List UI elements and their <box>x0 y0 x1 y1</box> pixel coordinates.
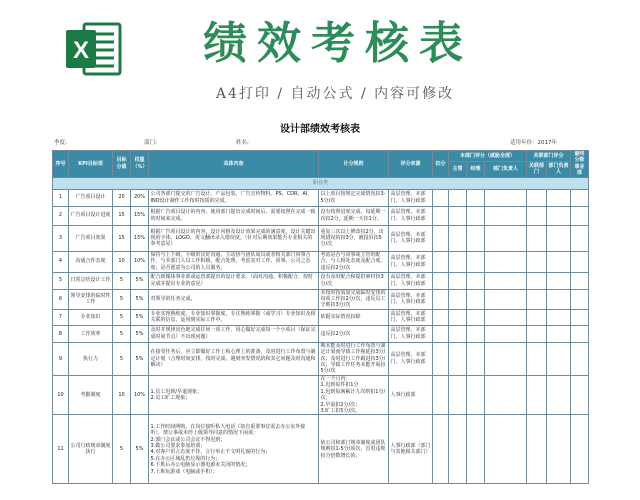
row-no: 4 <box>53 251 69 272</box>
row-related-1[interactable] <box>527 251 547 272</box>
banner <box>0 0 640 113</box>
row-dept-manager[interactable] <box>467 309 485 325</box>
row-deduct[interactable] <box>433 342 449 375</box>
name-label: 姓名: <box>236 140 249 146</box>
row-final[interactable] <box>571 342 589 375</box>
row-final[interactable] <box>571 206 589 225</box>
dept-label: 部门: <box>144 140 157 146</box>
table-row <box>53 272 589 289</box>
row-kpi: 执行力 <box>69 342 113 375</box>
row-deduct[interactable] <box>433 309 449 325</box>
row-final[interactable] <box>571 325 589 342</box>
row-related-1[interactable] <box>527 189 547 206</box>
row-dept-manager[interactable] <box>467 272 485 289</box>
row-score: 5 <box>113 415 131 484</box>
row-score: 20 <box>113 189 131 206</box>
row-final[interactable] <box>571 272 589 289</box>
row-deduct[interactable] <box>433 189 449 206</box>
row-dept-leader[interactable] <box>485 225 527 251</box>
row-final[interactable] <box>571 189 589 206</box>
row-score: 5 <box>113 309 131 325</box>
row-content: 及时并规律出色地完成任何一项工作，用心做好完成每一个小项目（保证完成时间节点）不出现问题） <box>149 325 319 342</box>
row-weight: 5% <box>131 272 149 289</box>
row-eval: 高层管理、本部门、人事行政部 <box>389 272 433 289</box>
row-score: 15 <box>113 225 131 251</box>
table-row <box>53 225 589 251</box>
row-eval: 高层管理、本部门、人事行政部 <box>389 251 433 272</box>
row-score: 10 <box>113 251 131 272</box>
header-weight: 权重（%） <box>131 151 149 178</box>
header-rule: 计分规则 <box>319 151 389 178</box>
row-eval: 高层管理、本部门、人事行政部 <box>389 206 433 225</box>
row-kpi: 广告项目设计进度 <box>69 206 113 225</box>
row-score: 5 <box>113 325 131 342</box>
row-no: 7 <box>53 309 69 325</box>
table-row <box>53 251 589 272</box>
row-deduct[interactable] <box>433 375 449 414</box>
row-content: 根据广告项目设计的内容，设计风格及设计效果完成的满意度，设计关键出现的字体、LOGO、英文翻译录入错误度。（针对后期效果能否专业相关的参考意见） <box>149 225 319 251</box>
row-related-1[interactable] <box>527 206 547 225</box>
row-rule: 违反扣2分/次 <box>319 325 389 342</box>
row-final[interactable] <box>571 375 589 414</box>
row-eval: 高层管理、本部门、人事行政部 <box>389 342 433 375</box>
row-deduct[interactable] <box>433 225 449 251</box>
row-no: 1 <box>53 189 69 206</box>
header-final-line2: 事业部 <box>574 163 585 177</box>
row-rule: 未按时按质量完成临时安排的每项工作扣2分/次，违反员工守则扣3分/次 <box>319 289 389 309</box>
banner-title: 绩效考核表 <box>203 18 473 69</box>
table-row <box>53 325 589 342</box>
row-dept-main[interactable] <box>449 272 467 289</box>
row-weight: 5% <box>131 342 149 375</box>
row-content: 保持与上下级、平级的良好沟通、主动协与团队成员或者相关部门同事合作，与本部门人员工作积极、配合处理、考虑其对工作、同事、公司之态度；是否愿意为公司的人员服务。 <box>149 251 319 272</box>
header-related-2: 部门负责人 <box>547 161 571 177</box>
row-dept-main[interactable] <box>449 289 467 309</box>
row-no: 2 <box>53 206 69 225</box>
row-kpi: 公司行政规章制度执行 <box>69 415 113 484</box>
header-final <box>571 151 589 178</box>
row-related-1[interactable] <box>527 325 547 342</box>
row-weight: 15% <box>131 225 149 251</box>
row-dept-manager[interactable] <box>467 206 485 225</box>
row-dept-manager[interactable] <box>467 325 485 342</box>
row-eval: 高层管理、本部门、人事行政部 <box>389 289 433 309</box>
row-dept-manager[interactable] <box>467 225 485 251</box>
row-related-2[interactable] <box>547 415 571 484</box>
row-dept-leader[interactable] <box>485 375 527 414</box>
row-related-2[interactable] <box>547 289 571 309</box>
row-score: 10 <box>113 375 131 414</box>
row-final[interactable] <box>571 251 589 272</box>
row-content: 1.员工迟到/早退现象； 2.员工旷工现象； <box>149 375 319 414</box>
row-related-1[interactable] <box>527 415 547 484</box>
row-dept-main[interactable] <box>449 225 467 251</box>
row-rule: 没有及时配合和提供素材扣3分/次 <box>319 272 389 289</box>
header-related-1: 关联部门 <box>527 161 547 177</box>
row-weight: 5% <box>131 289 149 309</box>
row-rule: 以上项目按规定完成情况扣3-5分/次 <box>319 189 389 206</box>
row-no: 3 <box>53 225 69 251</box>
row-related-1[interactable] <box>527 375 547 414</box>
row-related-2[interactable] <box>547 189 571 206</box>
row-dept-leader[interactable] <box>485 342 527 375</box>
row-eval: 高层管理、本部门、人事行政部 <box>389 325 433 342</box>
row-no: 6 <box>53 289 69 309</box>
row-dept-leader[interactable] <box>485 309 527 325</box>
row-dept-manager[interactable] <box>467 342 485 375</box>
row-kpi: 广告项目设计 <box>69 189 113 206</box>
row-kpi: 广告项目效果 <box>69 225 113 251</box>
row-content: 在接受任务后，应立即做好工作上和心理上的准备，及时进行工作布置与制定计划（合理时间安排，按时完成，遇到突发情况的和其它问题及时沟通和解决） <box>149 342 319 375</box>
row-related-2[interactable] <box>547 325 571 342</box>
row-dept-manager[interactable] <box>467 289 485 309</box>
header-dept-leader: 部门负责人 <box>485 161 527 177</box>
sheet-title: 设计部绩效考核表 <box>280 124 360 135</box>
row-content: 对领导的任务完成。 <box>149 289 319 309</box>
row-kpi: 沟通合作态度 <box>69 251 113 272</box>
row-related-2[interactable] <box>547 375 571 414</box>
row-related-1[interactable] <box>527 309 547 325</box>
header-dept-group: 本部门评分（威胁全部） <box>449 151 527 162</box>
row-score: 5 <box>113 289 131 309</box>
table-row <box>53 189 589 206</box>
row-weight: 5% <box>131 309 149 325</box>
row-related-2[interactable] <box>547 272 571 289</box>
kpi-table <box>52 150 589 484</box>
row-eval: 人事行政部 <box>389 375 433 414</box>
row-rule: 没有按照进度完成，每延期一次扣2分，延期一天扣1分。 <box>319 206 389 225</box>
row-final[interactable] <box>571 289 589 309</box>
row-rule: 期末能及时进行工作布置与制定计划而导致工作拖延扣3分/次；及时进行工作跟进扣3分/次；导致工作任务未能开展扣5分/次 <box>319 342 389 375</box>
row-final[interactable] <box>571 309 589 325</box>
row-deduct[interactable] <box>433 206 449 225</box>
row-score: 5 <box>113 272 131 289</box>
header-no: 序号 <box>53 151 69 178</box>
row-content: 1.工作时间网购，在岗位接听私人电话（如有重要事宜需去办公室外接听），禁公事或未经上级领导同意的情况下闲谈； 2.部门会议或公司会议不得迟到； 3.做公司要求参加培训； 4.对客户语言态度不佳，言行举止不文明礼貌的行为； 5.在办公区域乱扔垃圾的行为； 6.下班后办公电脑显示器电源未关闭的情况； 7.上班玩游戏（电脑或手机）； <box>149 415 319 484</box>
row-dept-main[interactable] <box>449 375 467 414</box>
row-no: 8 <box>53 325 69 342</box>
row-dept-manager[interactable] <box>467 189 485 206</box>
table-row <box>53 342 589 375</box>
table-row <box>53 206 589 225</box>
svg-text:X: X <box>72 37 90 64</box>
row-dept-leader[interactable] <box>485 206 527 225</box>
row-kpi: 工作效率 <box>69 325 113 342</box>
row-dept-leader[interactable] <box>485 415 527 484</box>
year-label: 适用年份：2017年 <box>510 140 557 146</box>
header-related-group: 关联部门评分 <box>527 151 571 162</box>
row-final[interactable] <box>571 225 589 251</box>
row-eval: 高层管理、本部门、人事行政部 <box>389 225 433 251</box>
row-eval: 高层管理、本部门、人事行政部 <box>389 189 433 206</box>
row-weight: 20% <box>131 189 149 206</box>
row-deduct[interactable] <box>433 251 449 272</box>
row-related-1[interactable] <box>527 342 547 375</box>
row-dept-manager[interactable] <box>467 375 485 414</box>
row-dept-main[interactable] <box>449 325 467 342</box>
row-related-1[interactable] <box>527 289 547 309</box>
row-kpi: 日常总结设计工作 <box>69 272 113 289</box>
row-content: 专业实现熟练度、专业知识掌握度，专注熟练掌握（或学习）专业知识及相关联的信息，运用到实际工作中。 <box>149 309 319 325</box>
row-deduct[interactable] <box>433 272 449 289</box>
header-eval: 评分来源 <box>389 151 433 178</box>
row-no: 10 <box>53 375 69 414</box>
row-rule: 考虑是否与同事或主管的配合、与人相处态度及配合度，违反扣2分/次 <box>319 251 389 272</box>
header-score: 目标分值 <box>113 151 131 178</box>
row-dept-leader[interactable] <box>485 289 527 309</box>
row-dept-main[interactable] <box>449 342 467 375</box>
row-deduct[interactable] <box>433 289 449 309</box>
row-content: 根据广告项目设计的内容、使用部门提出完成时间后，需要按照在完成一致的时间来完成。 <box>149 206 319 225</box>
row-dept-main[interactable] <box>449 189 467 206</box>
row-weight: 5% <box>131 415 149 484</box>
banner-subtitle: A4打印 / 自动公式 / 内容可修改 <box>215 86 455 102</box>
row-eval: 人事行政部（部门与其他相关部门） <box>389 415 433 484</box>
row-weight: 10% <box>131 375 149 414</box>
excel-logo-icon <box>64 18 124 80</box>
header-dept-manager: 经理 <box>467 161 485 177</box>
row-rule: 在一个月内： 1.迟到每件扣1分 1.迟到每满累计九次则扣1分/次； 2.早退扣2分/次； 3.旷工扣5分/次。 <box>319 375 389 414</box>
table-row <box>53 289 589 309</box>
header-deduct: 扣分 <box>433 151 449 178</box>
row-dept-main[interactable] <box>449 251 467 272</box>
row-rule: 依公司和部门规章制度或团队规则扣1-5分/项次，首里违规扣分倍数增长的。 <box>319 415 389 484</box>
row-dept-manager[interactable] <box>467 251 485 272</box>
row-related-2[interactable] <box>547 342 571 375</box>
quarter-label: 季度: <box>54 140 67 146</box>
row-content: 公司各部门提交的广告设计、产品包装、广告宣传物料、PS、CDR、AI、IND设计制作工作按时按质的完成。 <box>149 189 319 206</box>
row-dept-main[interactable] <box>449 206 467 225</box>
header-content: 具体内容 <box>149 151 319 178</box>
table-row <box>53 309 589 325</box>
row-related-1[interactable] <box>527 272 547 289</box>
row-eval: 高层管理、本部门、人事行政部 <box>389 309 433 325</box>
table-row <box>53 415 589 484</box>
row-score: 5 <box>113 342 131 375</box>
row-weight: 15% <box>131 206 149 225</box>
row-rule: 重复三次以上修改扣2分，出现错误的扣3分，被投诉扣5分/次 <box>319 225 389 251</box>
header-dept-main: 主管 <box>449 161 467 177</box>
row-related-1[interactable] <box>527 225 547 251</box>
row-related-2[interactable] <box>547 251 571 272</box>
row-dept-main[interactable] <box>449 415 467 484</box>
row-kpi: 专业知识 <box>69 309 113 325</box>
row-kpi: 领导安排的临时性工作 <box>69 289 113 309</box>
row-deduct[interactable] <box>433 415 449 484</box>
category-band: 职业类 <box>53 177 589 189</box>
row-dept-manager[interactable] <box>467 415 485 484</box>
header-kpi: KPI目标项 <box>69 151 113 178</box>
row-dept-leader[interactable] <box>485 251 527 272</box>
row-related-2[interactable] <box>547 309 571 325</box>
row-dept-leader[interactable] <box>485 272 527 289</box>
row-deduct[interactable] <box>433 325 449 342</box>
row-no: 5 <box>53 272 69 289</box>
row-related-2[interactable] <box>547 206 571 225</box>
row-rule: 依据实际情况扣除 <box>319 309 389 325</box>
row-weight: 10% <box>131 251 149 272</box>
row-no: 9 <box>53 342 69 375</box>
row-final[interactable] <box>571 415 589 484</box>
row-dept-main[interactable] <box>449 309 467 325</box>
row-dept-leader[interactable] <box>485 325 527 342</box>
row-dept-leader[interactable] <box>485 189 527 206</box>
kpi-sheet <box>52 116 588 500</box>
row-related-2[interactable] <box>547 225 571 251</box>
row-no: 11 <box>53 415 69 484</box>
row-weight: 5% <box>131 325 149 342</box>
row-kpi: 考勤制度 <box>69 375 113 414</box>
table-row <box>53 375 589 414</box>
row-content: 配合新媒体事业部或运营部提出的设计要求。（面对沟通、积极配合、按时完成并提出专业的意见） <box>149 272 319 289</box>
header-final-line1: 最终分数 <box>574 151 585 164</box>
row-score: 15 <box>113 206 131 225</box>
